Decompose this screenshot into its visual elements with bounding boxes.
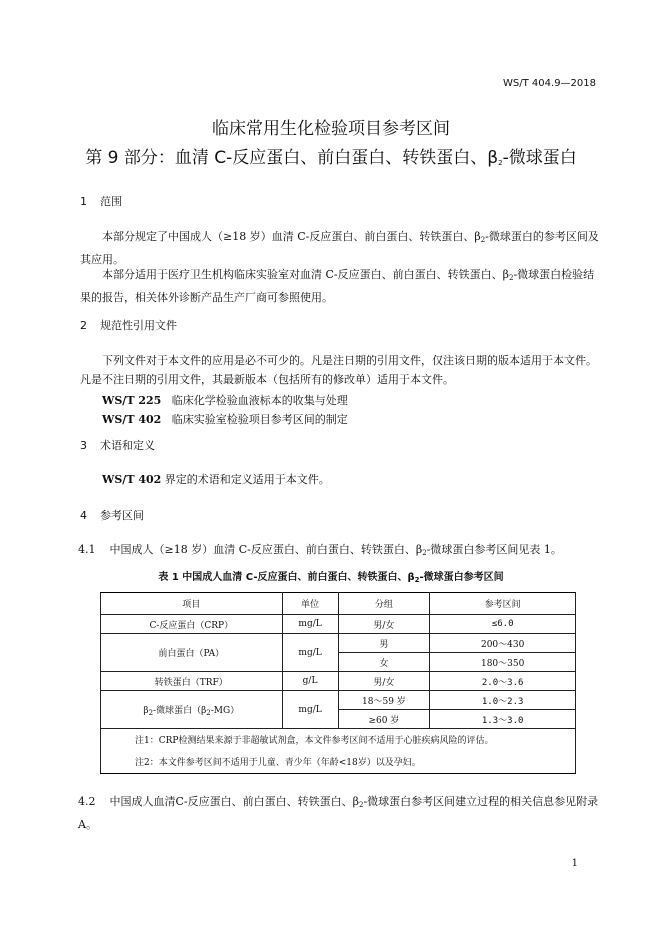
cell-range: 200～430 (430, 634, 576, 653)
table-row (101, 615, 576, 634)
cell-unit: mg/L (282, 691, 338, 729)
table-note-1: 注1：CRP检测结果来源于非超敏试剂盒，本文件参考区间不适用于心脏疾病风险的评估。 (101, 729, 576, 750)
table-note-row (101, 729, 576, 750)
clause-4-1: 4.1 中国成人（≥18 岁）血清 C-反应蛋白、前白蛋白、转铁蛋白、$\beta_2-$微球蛋白参考区间见表 1。 (78, 543, 562, 557)
cell-unit: mg/L (282, 615, 338, 634)
table-row (101, 672, 576, 691)
reference-interval-table (100, 592, 576, 774)
cell-range: 1.0～2.3 (430, 691, 576, 710)
header-range: 参考区间 (430, 593, 576, 615)
header-item: 项目 (101, 593, 283, 615)
section-1-heading: 1 范围 (80, 195, 122, 208)
cell-range: 180～350 (430, 653, 576, 672)
cell-range: 1.3～3.0 (430, 710, 576, 729)
section-2-heading: 2 规范性引用文件 (80, 319, 177, 332)
cell-unit: g/L (282, 672, 338, 691)
document-part-title: 第 9 部分：血清 C-反应蛋白、前白蛋白、转铁蛋白、$\beta_2-$微球蛋白 (85, 148, 577, 168)
cell-range: ≤6.0 (430, 615, 576, 634)
cell-item: C-反应蛋白（CRP） (101, 615, 283, 634)
section-3-heading: 3 术语和定义 (80, 439, 155, 452)
cell-unit: mg/L (282, 634, 338, 672)
cell-group: 男/女 (338, 615, 430, 634)
cell-item: $\beta_2-$微球蛋白$(\beta_2-MG)$ (101, 691, 283, 729)
section-4-heading: 4 参考区间 (80, 509, 144, 522)
section-1-paragraph-1: 本部分规定了中国成人（≥18 岁）血清 C-反应蛋白、前白蛋白、转铁蛋白、$\beta_2-$微球蛋白的参考区间及其应用。 (80, 230, 599, 266)
header-group: 分组 (338, 593, 430, 615)
cell-item: 前白蛋白（PA） (101, 634, 283, 672)
page-number: 1 (571, 858, 578, 869)
clause-4-2: 4.2 中国成人血清C-反应蛋白、前白蛋白、转铁蛋白、$\beta_2-$微球蛋白参考区间建立过程的相关信息参见附录A。 (78, 795, 599, 831)
normative-reference-2: WS/T 402 临床实验室检验项目参考区间的制定 (102, 413, 348, 426)
table-row (101, 634, 576, 653)
section-2-paragraph: 下列文件对于本文件的应用是必不可少的。凡是注日期的引用文件，仅注该日期的版本适用于本文件。凡是不注日期的引用文件，其最新版本（包括所有的修改单）适用于本文件。 (80, 354, 597, 386)
section-3-paragraph: WS/T 402 界定的术语和定义适用于本文件。 (102, 473, 330, 486)
document-title: 临床常用生化检验项目参考区间 (212, 119, 450, 139)
normative-reference-1: WS/T 225 临床化学检验血液标本的收集与处理 (102, 394, 348, 407)
cell-group: 男 (338, 634, 430, 653)
table-header-row (101, 593, 576, 615)
cell-group: 男/女 (338, 672, 430, 691)
table-note-row (101, 749, 576, 774)
cell-group: ≥60 岁 (338, 710, 430, 729)
cell-item: 转铁蛋白（TRF） (101, 672, 283, 691)
section-1-paragraph-2: 本部分适用于医疗卫生机构临床实验室对血清 C-反应蛋白、前白蛋白、转铁蛋白、$\beta_2-$微球蛋白检验结果的报告，相关体外诊断产品生产厂商可参照使用。 (80, 268, 595, 304)
header-unit: 单位 (282, 593, 338, 615)
table-row (101, 691, 576, 710)
table-caption: 表 1 中国成人血清 C-反应蛋白、前白蛋白、转铁蛋白、$\beta_2-$微球蛋白参考区间 (158, 572, 504, 584)
cell-group: 18～59 岁 (338, 691, 430, 710)
cell-group: 女 (338, 653, 430, 672)
cell-range: 2.0～3.6 (430, 672, 576, 691)
table-note-2: 注2：本文件参考区间不适用于儿童、青少年（年龄<18岁）以及孕妇。 (101, 749, 576, 774)
document-code: WS/T 404.9—2018 (503, 78, 596, 89)
